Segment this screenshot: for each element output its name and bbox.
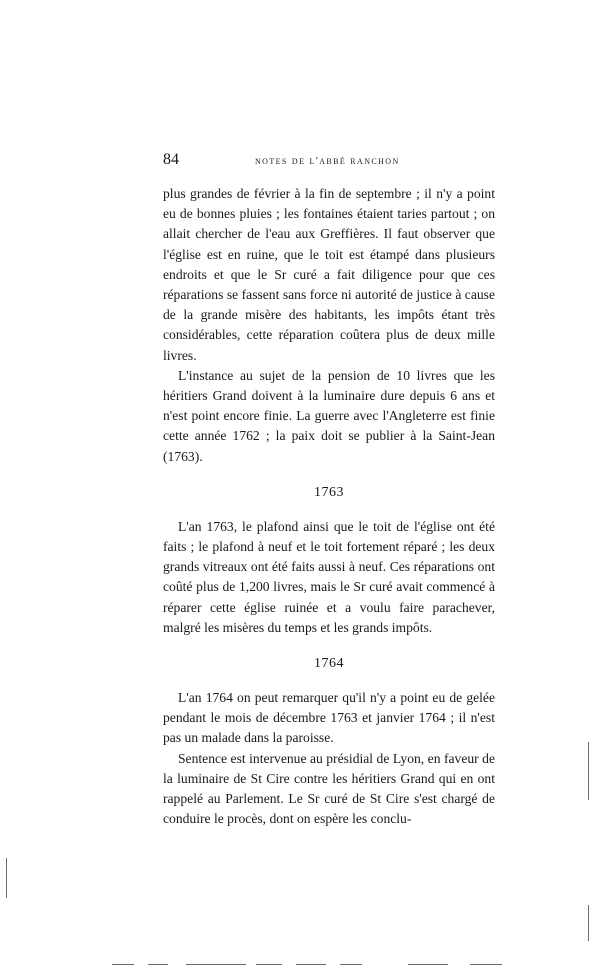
scan-mark-left	[6, 858, 7, 898]
scan-line-bottom-3	[186, 964, 246, 965]
scan-mark-right	[588, 742, 589, 800]
paragraph-instance-pension: L'instance au sujet de la pension de 10 livres que les héritiers Grand doivent à la luminaire dure depuis 6 ans et n'est point encore finie. La guerre avec l'Angleterre est finie cette année 1762 ; la paix doit se publier à la Saint-Jean (1763).	[163, 367, 495, 464]
scan-line-bottom-6	[340, 964, 362, 965]
paragraph-continuation: plus grandes de février à la fin de septembre ; il n'y a point eu de bonnes pluies ; les fontaines étaient taries partout ; on allait chercher de l'eau aux Greffières. Il faut observer que l'église est en ruine, que le toit est étampé dans plusieurs endroits et que le Sr curé a fait diligence pour que ces réparations se fassent sans force ni autorité de justice à cause de la grande misère des habitants, les impôts étant très considérables, cette réparation coûtera plus de deux mille livres.	[163, 186, 495, 363]
paragraph-sentence-lyon: Sentence est intervenue au présidial de Lyon, en faveur de la luminaire de St Cire contre les héritiers Grand qui en ont rappelé au Parlement. Le Sr curé de St Cire s'est chargé de conduire le procès, dont on espère les conclu-	[163, 750, 495, 827]
running-title: notes de l'abbé ranchon	[255, 155, 400, 167]
page-number: 84	[163, 151, 179, 168]
scan-line-bottom-2	[148, 964, 168, 965]
scan-line-bottom-1	[112, 964, 134, 965]
scan-line-bottom-4	[256, 964, 282, 965]
year-heading-1764: 1764	[314, 656, 344, 672]
scan-line-bottom-5	[296, 964, 326, 965]
paragraph-1764-weather: L'an 1764 on peut remarquer qu'il n'y a point eu de gelée pendant le mois de décembre 1763 et janvier 1764 ; il n'est pas un malade dans la paroisse.	[163, 690, 495, 746]
scan-line-bottom-8	[470, 964, 502, 965]
scan-line-bottom-7	[408, 964, 448, 965]
paragraph-1763-repairs: L'an 1763, le plafond ainsi que le toit de l'église ont été faits ; le plafond à neuf et le toit fortement réparé ; les deux grands vitreaux ont été faits aussi à neuf. Ces réparations ont coûté plus de 1,200 livres, mais le Sr curé avait commencé à réparer cette église ruinée et a voulu faire parachever, malgré les misères du temps et les grands impôts.	[163, 518, 495, 635]
running-head	[163, 150, 495, 172]
scan-mark-right-lower	[588, 905, 589, 941]
text-block	[163, 184, 495, 829]
year-heading-1763: 1763	[314, 484, 344, 500]
